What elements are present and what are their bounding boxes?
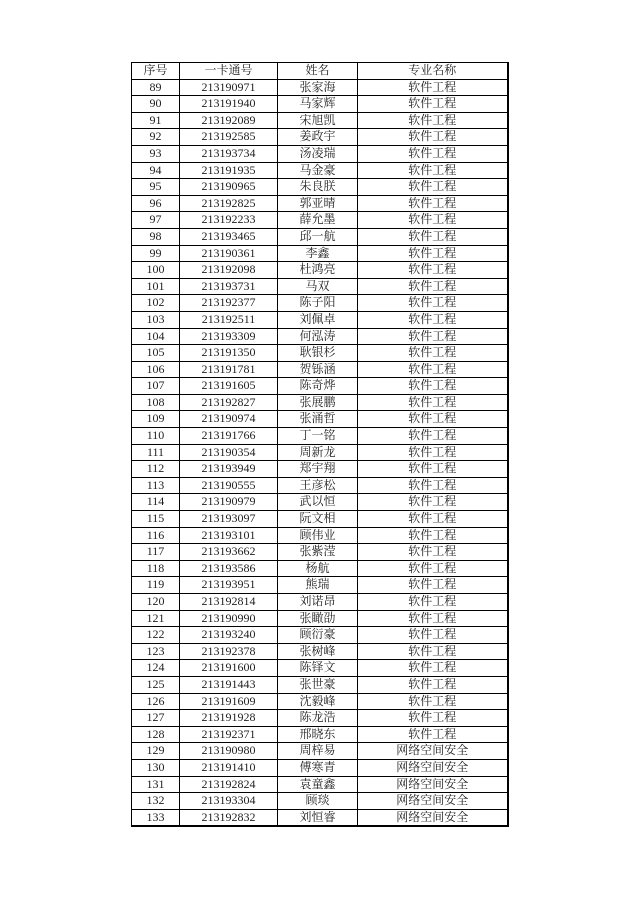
cell-index: 94 [132, 162, 180, 179]
cell-index: 106 [132, 361, 180, 378]
cell-card-number: 213190354 [180, 444, 278, 461]
cell-card-number: 213191940 [180, 96, 278, 113]
cell-name: 姜政宇 [278, 129, 358, 146]
cell-index: 107 [132, 378, 180, 395]
cell-name: 汤凌瑞 [278, 145, 358, 162]
cell-name: 郭亚晴 [278, 195, 358, 212]
cell-major: 软件工程 [358, 394, 508, 411]
cell-name: 袁童鑫 [278, 776, 358, 793]
cell-name: 顾衍豪 [278, 627, 358, 644]
cell-index: 92 [132, 129, 180, 146]
cell-card-number: 213191766 [180, 428, 278, 445]
table-row [132, 560, 508, 577]
cell-name: 贺铄涵 [278, 361, 358, 378]
table-row [132, 311, 508, 328]
cell-name: 丁一铭 [278, 428, 358, 445]
cell-card-number: 213191605 [180, 378, 278, 395]
cell-index: 103 [132, 311, 180, 328]
cell-name: 郑宇翔 [278, 461, 358, 478]
cell-major: 软件工程 [358, 411, 508, 428]
cell-name: 沈毅峰 [278, 693, 358, 710]
cell-card-number: 213193101 [180, 527, 278, 544]
cell-major: 软件工程 [358, 361, 508, 378]
cell-index: 96 [132, 195, 180, 212]
cell-index: 109 [132, 411, 180, 428]
cell-name: 朱良朕 [278, 179, 358, 196]
cell-card-number: 213192832 [180, 809, 278, 826]
cell-name: 张瞰劭 [278, 610, 358, 627]
cell-major: 软件工程 [358, 544, 508, 561]
cell-major: 软件工程 [358, 494, 508, 511]
table-row [132, 96, 508, 113]
cell-index: 113 [132, 477, 180, 494]
cell-major: 软件工程 [358, 378, 508, 395]
cell-card-number: 213192585 [180, 129, 278, 146]
column-header-index: 序号 [132, 63, 180, 80]
cell-major: 软件工程 [358, 577, 508, 594]
cell-card-number: 213192827 [180, 394, 278, 411]
cell-major: 软件工程 [358, 511, 508, 528]
cell-name: 顾伟业 [278, 527, 358, 544]
table-row [132, 295, 508, 312]
table-row [132, 228, 508, 245]
cell-card-number: 213192824 [180, 776, 278, 793]
table-row [132, 793, 508, 810]
column-header-major: 专业名称 [358, 63, 508, 80]
cell-name: 张紫滢 [278, 544, 358, 561]
cell-card-number: 213190974 [180, 411, 278, 428]
cell-card-number: 213193309 [180, 328, 278, 345]
cell-major: 软件工程 [358, 112, 508, 129]
cell-card-number: 213192371 [180, 726, 278, 743]
cell-index: 115 [132, 511, 180, 528]
cell-major: 软件工程 [358, 228, 508, 245]
cell-index: 99 [132, 245, 180, 262]
table-row [132, 361, 508, 378]
cell-index: 133 [132, 809, 180, 826]
cell-major: 软件工程 [358, 179, 508, 196]
cell-major: 软件工程 [358, 527, 508, 544]
cell-index: 98 [132, 228, 180, 245]
table-body [132, 79, 508, 826]
cell-name: 邢晓东 [278, 726, 358, 743]
cell-card-number: 213191410 [180, 759, 278, 776]
cell-name: 陈龙浩 [278, 710, 358, 727]
table-row [132, 527, 508, 544]
cell-name: 王彦松 [278, 477, 358, 494]
cell-index: 130 [132, 759, 180, 776]
cell-name: 阮文相 [278, 511, 358, 528]
table-row [132, 627, 508, 644]
cell-major: 软件工程 [358, 79, 508, 96]
cell-major: 软件工程 [358, 245, 508, 262]
table-row [132, 428, 508, 445]
table-row [132, 660, 508, 677]
cell-major: 软件工程 [358, 311, 508, 328]
cell-name: 刘诺昂 [278, 594, 358, 611]
cell-card-number: 213193240 [180, 627, 278, 644]
cell-name: 张展鹏 [278, 394, 358, 411]
table-row [132, 693, 508, 710]
cell-card-number: 213190555 [180, 477, 278, 494]
cell-major: 软件工程 [358, 594, 508, 611]
cell-card-number: 213193586 [180, 560, 278, 577]
cell-major: 网络空间安全 [358, 776, 508, 793]
cell-card-number: 213192377 [180, 295, 278, 312]
cell-card-number: 213193097 [180, 511, 278, 528]
cell-index: 104 [132, 328, 180, 345]
cell-name: 武以恒 [278, 494, 358, 511]
cell-card-number: 213190971 [180, 79, 278, 96]
table-row [132, 726, 508, 743]
cell-card-number: 213190979 [180, 494, 278, 511]
cell-major: 网络空间安全 [358, 743, 508, 760]
cell-major: 软件工程 [358, 676, 508, 693]
table-row [132, 145, 508, 162]
table-row [132, 212, 508, 229]
cell-name: 刘恒睿 [278, 809, 358, 826]
cell-major: 软件工程 [358, 428, 508, 445]
table-row [132, 743, 508, 760]
cell-index: 97 [132, 212, 180, 229]
cell-index: 117 [132, 544, 180, 561]
cell-card-number: 213190965 [180, 179, 278, 196]
cell-card-number: 213193465 [180, 228, 278, 245]
cell-name: 周新龙 [278, 444, 358, 461]
cell-major: 软件工程 [358, 262, 508, 279]
cell-major: 软件工程 [358, 212, 508, 229]
cell-index: 118 [132, 560, 180, 577]
cell-index: 119 [132, 577, 180, 594]
cell-name: 张家海 [278, 79, 358, 96]
cell-name: 杜鸿亮 [278, 262, 358, 279]
table-row [132, 461, 508, 478]
table-header-row [132, 63, 508, 80]
table-row [132, 262, 508, 279]
cell-name: 邱一航 [278, 228, 358, 245]
table-row [132, 444, 508, 461]
table-row [132, 411, 508, 428]
table-row [132, 594, 508, 611]
cell-name: 陈铎文 [278, 660, 358, 677]
cell-name: 傅寒青 [278, 759, 358, 776]
cell-name: 李鑫 [278, 245, 358, 262]
cell-card-number: 213193731 [180, 278, 278, 295]
cell-card-number: 213191600 [180, 660, 278, 677]
table-row [132, 676, 508, 693]
table-row [132, 112, 508, 129]
cell-major: 软件工程 [358, 610, 508, 627]
cell-major: 软件工程 [358, 295, 508, 312]
cell-index: 132 [132, 793, 180, 810]
table-row [132, 809, 508, 826]
cell-card-number: 213191350 [180, 345, 278, 362]
cell-name: 马金豪 [278, 162, 358, 179]
cell-index: 102 [132, 295, 180, 312]
cell-index: 120 [132, 594, 180, 611]
cell-major: 网络空间安全 [358, 793, 508, 810]
cell-name: 杨航 [278, 560, 358, 577]
table-row [132, 195, 508, 212]
table-row [132, 610, 508, 627]
cell-card-number: 213193951 [180, 577, 278, 594]
cell-name: 陈奇烨 [278, 378, 358, 395]
cell-card-number: 213193949 [180, 461, 278, 478]
table-row [132, 759, 508, 776]
cell-card-number: 213192511 [180, 311, 278, 328]
cell-major: 软件工程 [358, 710, 508, 727]
cell-index: 121 [132, 610, 180, 627]
cell-card-number: 213192814 [180, 594, 278, 611]
cell-index: 100 [132, 262, 180, 279]
cell-card-number: 213192089 [180, 112, 278, 129]
cell-name: 宋旭凯 [278, 112, 358, 129]
cell-name: 何泓涛 [278, 328, 358, 345]
table-row [132, 511, 508, 528]
cell-major: 软件工程 [358, 145, 508, 162]
cell-card-number: 213191781 [180, 361, 278, 378]
cell-major: 软件工程 [358, 444, 508, 461]
cell-card-number: 213193662 [180, 544, 278, 561]
cell-major: 网络空间安全 [358, 759, 508, 776]
cell-card-number: 213192098 [180, 262, 278, 279]
table-row [132, 394, 508, 411]
table-row [132, 378, 508, 395]
cell-index: 89 [132, 79, 180, 96]
cell-name: 张树峰 [278, 643, 358, 660]
table-row [132, 278, 508, 295]
roster-table-container [131, 62, 509, 827]
cell-index: 127 [132, 710, 180, 727]
table-row [132, 494, 508, 511]
cell-major: 软件工程 [358, 627, 508, 644]
table-row [132, 345, 508, 362]
cell-major: 软件工程 [358, 477, 508, 494]
cell-index: 110 [132, 428, 180, 445]
cell-card-number: 213190361 [180, 245, 278, 262]
cell-index: 90 [132, 96, 180, 113]
cell-name: 周梓易 [278, 743, 358, 760]
cell-major: 软件工程 [358, 328, 508, 345]
cell-index: 112 [132, 461, 180, 478]
cell-card-number: 213192825 [180, 195, 278, 212]
table-row [132, 129, 508, 146]
cell-name: 顾琰 [278, 793, 358, 810]
cell-major: 软件工程 [358, 643, 508, 660]
cell-name: 熊瑞 [278, 577, 358, 594]
table-row [132, 179, 508, 196]
table-row [132, 162, 508, 179]
cell-major: 软件工程 [358, 162, 508, 179]
cell-name: 耿银杉 [278, 345, 358, 362]
column-header-name: 姓名 [278, 63, 358, 80]
student-roster-table [131, 62, 509, 827]
cell-index: 124 [132, 660, 180, 677]
cell-index: 114 [132, 494, 180, 511]
cell-index: 126 [132, 693, 180, 710]
cell-index: 105 [132, 345, 180, 362]
cell-index: 123 [132, 643, 180, 660]
cell-name: 陈子阳 [278, 295, 358, 312]
table-row [132, 643, 508, 660]
cell-index: 91 [132, 112, 180, 129]
cell-card-number: 213193304 [180, 793, 278, 810]
cell-card-number: 213190980 [180, 743, 278, 760]
cell-name: 张世豪 [278, 676, 358, 693]
cell-index: 95 [132, 179, 180, 196]
cell-index: 128 [132, 726, 180, 743]
cell-index: 125 [132, 676, 180, 693]
cell-name: 张涌哲 [278, 411, 358, 428]
table-row [132, 544, 508, 561]
cell-card-number: 213191443 [180, 676, 278, 693]
cell-index: 129 [132, 743, 180, 760]
table-row [132, 577, 508, 594]
cell-major: 软件工程 [358, 560, 508, 577]
cell-index: 116 [132, 527, 180, 544]
cell-major: 软件工程 [358, 278, 508, 295]
table-row [132, 477, 508, 494]
cell-index: 111 [132, 444, 180, 461]
cell-major: 软件工程 [358, 693, 508, 710]
table-row [132, 776, 508, 793]
cell-major: 软件工程 [358, 96, 508, 113]
cell-card-number: 213191935 [180, 162, 278, 179]
cell-card-number: 213190990 [180, 610, 278, 627]
cell-index: 101 [132, 278, 180, 295]
cell-card-number: 213191928 [180, 710, 278, 727]
cell-name: 马家辉 [278, 96, 358, 113]
column-header-card-number: 一卡通号 [180, 63, 278, 80]
cell-major: 软件工程 [358, 660, 508, 677]
cell-card-number: 213191609 [180, 693, 278, 710]
cell-major: 软件工程 [358, 129, 508, 146]
cell-index: 93 [132, 145, 180, 162]
table-row [132, 245, 508, 262]
cell-index: 131 [132, 776, 180, 793]
cell-card-number: 213192378 [180, 643, 278, 660]
cell-major: 网络空间安全 [358, 809, 508, 826]
cell-major: 软件工程 [358, 726, 508, 743]
cell-major: 软件工程 [358, 461, 508, 478]
cell-index: 108 [132, 394, 180, 411]
table-row [132, 328, 508, 345]
table-row [132, 79, 508, 96]
cell-major: 软件工程 [358, 345, 508, 362]
cell-name: 马双 [278, 278, 358, 295]
cell-name: 薛允墨 [278, 212, 358, 229]
cell-index: 122 [132, 627, 180, 644]
table-row [132, 710, 508, 727]
cell-card-number: 213192233 [180, 212, 278, 229]
cell-major: 软件工程 [358, 195, 508, 212]
cell-card-number: 213193734 [180, 145, 278, 162]
cell-name: 刘佩卓 [278, 311, 358, 328]
